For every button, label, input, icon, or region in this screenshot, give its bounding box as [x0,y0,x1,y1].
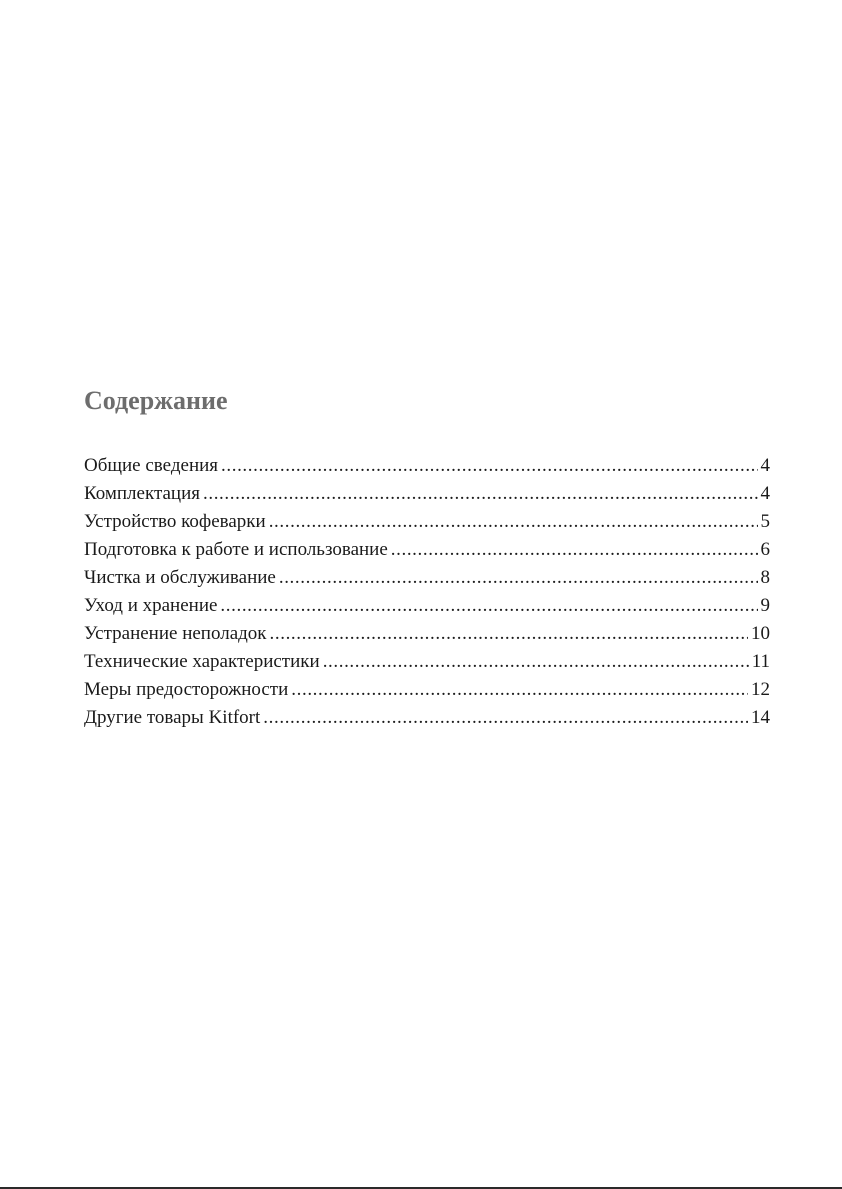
toc-entry-page: 4 [760,455,770,476]
toc-entry-page: 5 [760,511,770,532]
toc-entry-label: Комплектация [84,483,200,504]
toc-entry-label: Технические характеристики [84,651,320,672]
toc-entry [84,620,770,648]
toc-entry-label: Устранение неполадок [84,623,267,644]
table-of-contents [84,452,770,732]
toc-entry-label: Меры предосторожности [84,679,289,700]
toc-entry [84,508,770,536]
toc-entry [84,452,770,480]
toc-entry-page: 8 [760,567,770,588]
toc-dot-leader [279,564,758,592]
toc-dot-leader [220,592,757,620]
toc-entry [84,564,770,592]
toc-entry-label: Чистка и обслуживание [84,567,276,588]
toc-dot-leader [269,508,758,536]
toc-entry [84,536,770,564]
toc-dot-leader [323,648,749,676]
toc-entry-page: 14 [751,707,770,728]
toc-entry-page: 10 [751,623,770,644]
toc-entry [84,592,770,620]
toc-entry-label: Общие сведения [84,455,219,476]
toc-entry-label: Уход и хранение [84,595,218,616]
toc-dot-leader [263,704,748,732]
toc-entry-page: 4 [760,483,770,504]
toc-entry-page: 11 [751,651,770,672]
toc-entry-page: 12 [751,679,770,700]
toc-entry [84,704,770,732]
toc-dot-leader [203,480,758,508]
toc-entry [84,648,770,676]
toc-entry-page: 9 [760,595,770,616]
toc-dot-leader [270,620,748,648]
toc-entry-label: Устройство кофеварки [84,511,266,532]
toc-entry-label: Подготовка к работе и использование [84,539,388,560]
toc-entry [84,676,770,704]
toc-entry [84,480,770,508]
toc-entry-page: 6 [760,539,770,560]
toc-entry-label: Другие товары Kitfort [84,707,261,728]
toc-title: Содержание [84,386,228,415]
toc-dot-leader [291,676,748,704]
toc-dot-leader [221,452,757,480]
toc-dot-leader [391,536,758,564]
